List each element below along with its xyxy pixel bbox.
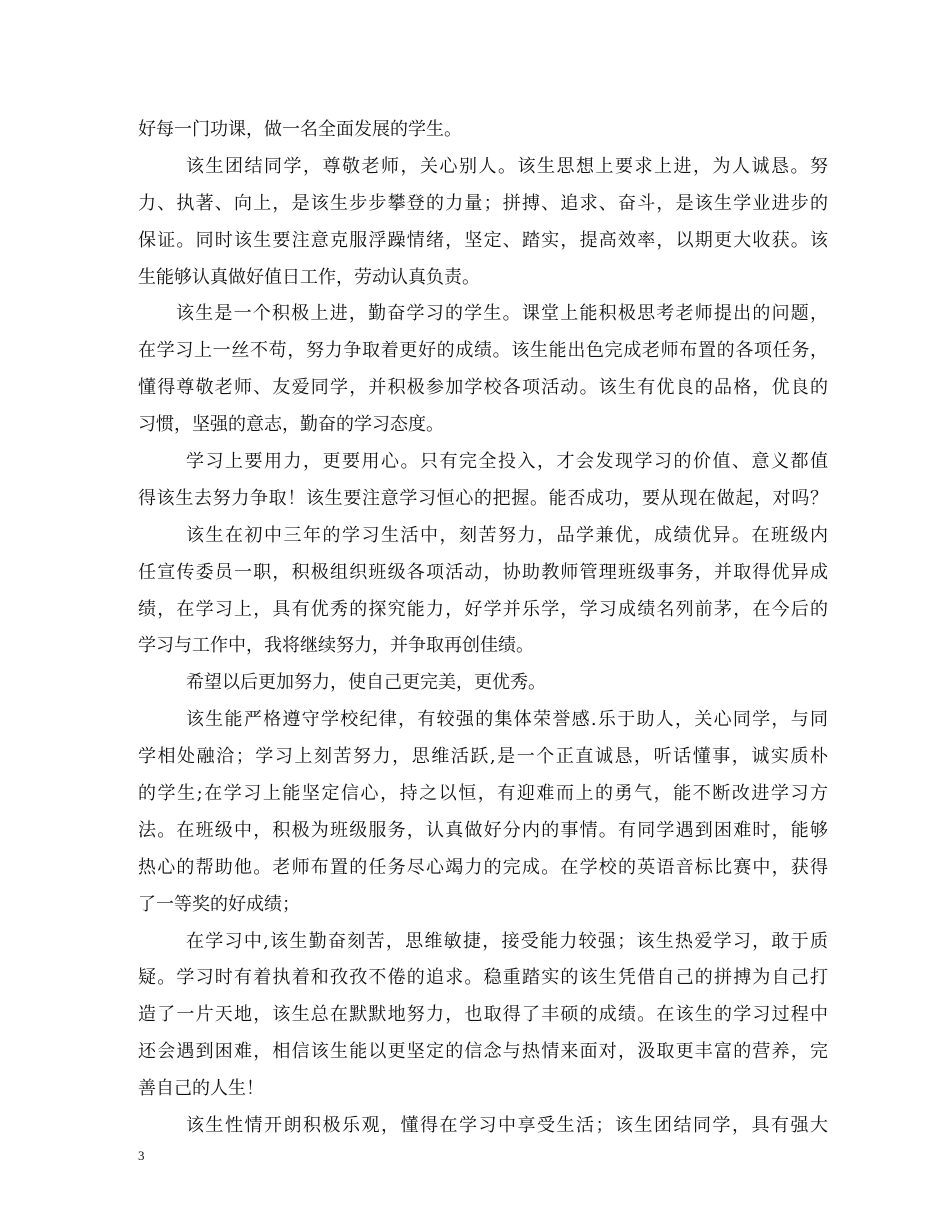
text-line: 疑。学习时有着执着和孜孜不倦的追求。稳重踏实的该生凭借自己的拼搏为自己打 [138, 967, 828, 989]
text-line: 生能够认真做好值日工作，劳动认真负责。 [138, 266, 480, 288]
text-line: 好每一门功课，做一名全面发展的学生。 [138, 119, 462, 140]
text-line: 保证。同时该生要注意克服浮躁情绪，坚定、踏实，提高效率，以期更大收获。该 [138, 229, 828, 251]
text-line: 还会遇到困难，相信该生能以更坚定的信念与热情来面对，汲取更丰富的营养，完 [138, 1041, 828, 1063]
text-line: 热心的帮助他。老师布置的任务尽心竭力的完成。在学校的英语音标比赛中，获得 [138, 856, 828, 878]
text-line: 该生性情开朗积极乐观，懂得在学习中享受生活；该生团结同学，具有强大 [186, 1115, 828, 1137]
text-line: 得该生去努力争取！该生要注意学习恒心的把握。能否成功，要从现在做起，对吗？ [138, 487, 828, 509]
text-line: 善自己的人生！ [138, 1078, 264, 1100]
text-line: 学习与工作中，我将继续努力，并争取再创佳绩。 [138, 635, 534, 657]
text-line: 习惯，坚强的意志，勤奋的学习态度。 [138, 414, 444, 436]
text-line: 法。在班级中，积极为班级服务，认真做好分内的事情。有同学遇到困难时，能够 [138, 819, 828, 841]
text-line: 懂得尊敬老师、友爱同学，并积极参加学校各项活动。该生有优良的品格，优良的 [138, 377, 828, 399]
text-line: 绩，在学习上，具有优秀的探究能力，好学并乐学，学习成绩名列前茅，在今后的 [138, 598, 828, 620]
text-line: 该生团结同学，尊敬老师，关心别人。该生思想上要求上进，为人诚恳。努 [186, 155, 828, 177]
text-line: 造了一片天地，该生总在默默地努力，也取得了丰硕的成绩。在该生的学习过程中 [138, 1004, 828, 1026]
text-line: 力、执著、向上，是该生步步攀登的力量；拼搏、追求、奋斗，是该生学业进步的 [138, 192, 828, 214]
text-line: 的学生;在学习上能坚定信心，持之以恒，有迎难而上的勇气，能不断改进学习方 [138, 783, 828, 805]
text-line: 任宣传委员一职，积极组织班级各项活动，协助教师管理班级事务，并取得优异成 [138, 561, 828, 583]
text-line: 在学习上一丝不苟，努力争取着更好的成绩。该生能出色完成老师布置的各项任务， [138, 340, 828, 362]
text-line: 学相处融洽；学习上刻苦努力，思维活跃,是一个正直诚恳，听话懂事，诚实质朴 [138, 746, 828, 768]
text-line: 该生能严格遵守学校纪律，有较强的集体荣誉感.乐于助人，关心同学，与同 [186, 709, 828, 731]
page-number: 3 [138, 1148, 145, 1163]
text-line: 希望以后更加努力，使自己更完美，更优秀。 [186, 672, 546, 694]
text-line: 学习上要用力，更要用心。只有完全投入，才会发现学习的价值、意义都值 [186, 451, 828, 473]
text-line: 该生是一个积极上进，勤奋学习的学生。课堂上能积极思考老师提出的问题， [176, 303, 828, 325]
text-line: 在学习中,该生勤奋刻苦，思维敏捷，接受能力较强；该生热爱学习，敢于质 [186, 930, 828, 952]
text-line: 该生在初中三年的学习生活中，刻苦努力，品学兼优，成绩优异。在班级内 [186, 524, 828, 546]
text-line: 了一等奖的好成绩； [138, 893, 300, 915]
document-body [138, 112, 828, 1145]
